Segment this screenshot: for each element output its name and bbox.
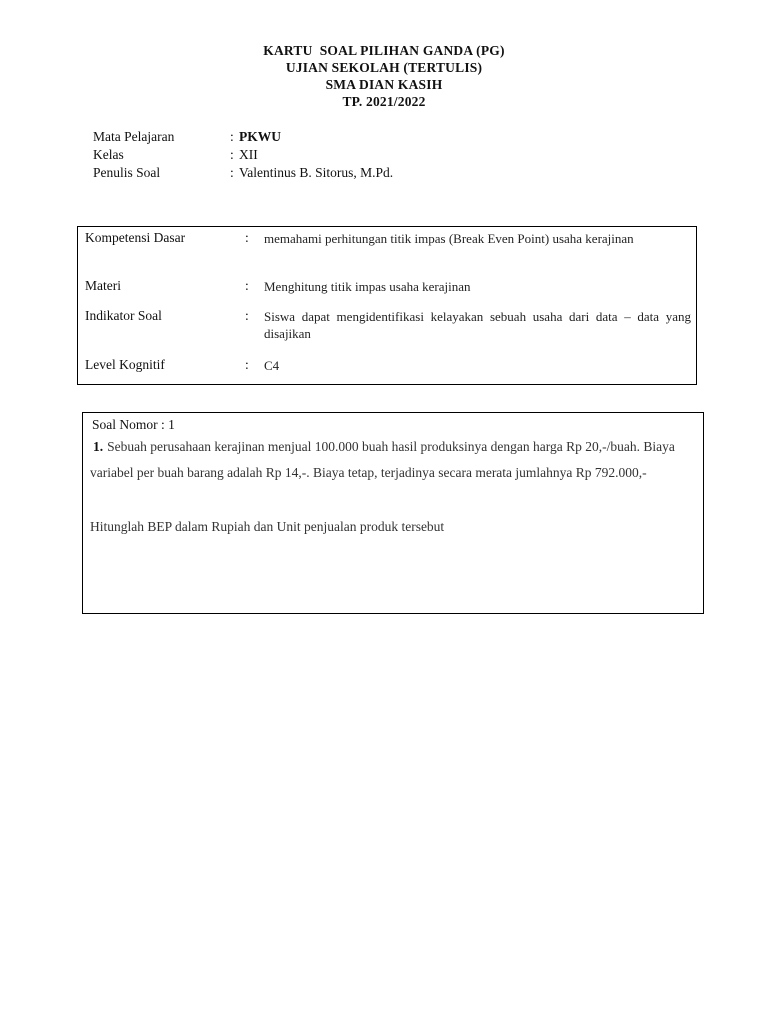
kelas-label: Kelas (93, 147, 124, 162)
level-colon: : (245, 357, 249, 372)
indikator-value: Siswa dapat mengidentifikasi kelayakan sebuah usaha dari data – data yang disajikan (264, 309, 691, 341)
header-title: KARTU SOAL PILIHAN GANDA (PG) (263, 43, 505, 58)
materi-colon: : (245, 278, 249, 293)
soal-box (82, 412, 704, 614)
mapel-value: PKWU (239, 129, 281, 144)
soal-question-text: Sebuah perusahaan kerajinan menjual 100.000 buah hasil produksinya dengan harga Rp 20,-/buah. Biaya variabel per buah barang adalah Rp 14,-. Biaya tetap, terjadinya secara merata jumlahnya Rp 792.000,- (90, 439, 675, 480)
mapel-separator: : (230, 129, 234, 144)
soal-question (90, 434, 680, 486)
kompetensi-label: Kompetensi Dasar (85, 230, 186, 245)
soal-instruction: Hitunglah BEP dalam Rupiah dan Unit penjualan produk tersebut (90, 519, 445, 534)
kompetensi-value: memahami perhitungan titik impas (Break Even Point) usaha kerajinan (264, 231, 634, 246)
level-label: Level Kognitif (85, 357, 165, 372)
materi-label: Materi (85, 278, 121, 293)
materi-row (85, 278, 691, 295)
meta-row-mapel (93, 128, 393, 146)
kompetensi-colon: : (245, 230, 249, 245)
indikator-label: Indikator Soal (85, 308, 162, 323)
meta-info (93, 128, 393, 182)
materi-value: Menghitung titik impas usaha kerajinan (264, 279, 471, 294)
header-year: TP. 2021/2022 (342, 94, 426, 109)
meta-row-kelas (93, 146, 393, 164)
header-school: SMA DIAN KASIH (325, 77, 443, 92)
indikator-colon: : (245, 308, 249, 323)
header-exam: UJIAN SEKOLAH (TERTULIS) (285, 60, 483, 75)
penulis-value: Valentinus B. Sitorus, M.Pd. (239, 165, 394, 180)
meta-row-penulis (93, 164, 393, 182)
mapel-label: Mata Pelajaran (93, 129, 175, 144)
indikator-row (85, 308, 691, 342)
level-row (85, 357, 691, 374)
soal-title: Soal Nomor : 1 (92, 417, 175, 432)
penulis-label: Penulis Soal (93, 165, 161, 180)
kompetensi-row (85, 230, 691, 247)
kelas-value: XII (239, 147, 258, 162)
level-value: C4 (264, 358, 280, 373)
penulis-separator: : (230, 165, 234, 180)
kelas-separator: : (230, 147, 234, 162)
kompetensi-box (77, 226, 697, 385)
soal-number: 1. (93, 439, 104, 454)
document-header (0, 42, 768, 110)
